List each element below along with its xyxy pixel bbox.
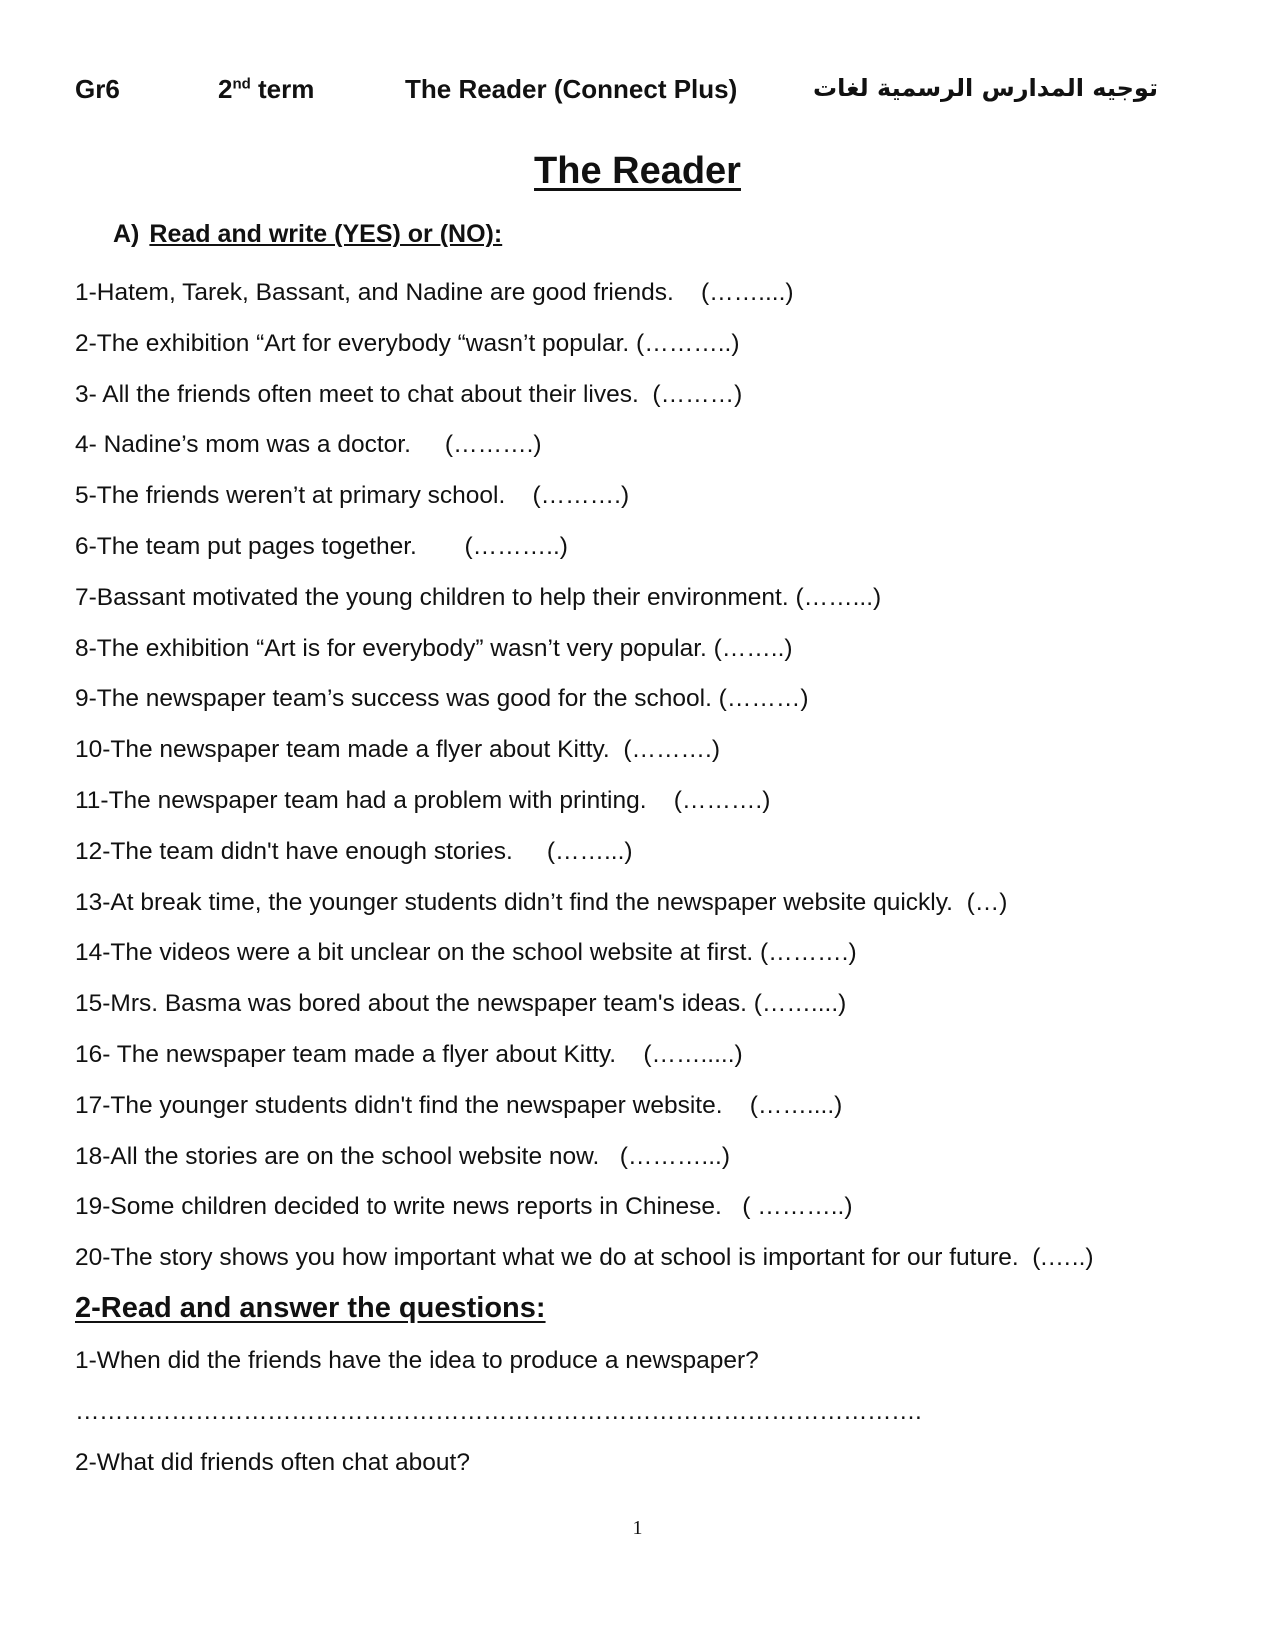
yes-no-item-7: 7-Bassant motivated the young children to help their environment. (……...) (75, 583, 882, 611)
yes-no-question-list (75, 268, 1245, 1284)
question-1: 1-When did the friends have the idea to produce a newspaper? (75, 1347, 759, 1374)
yes-no-item-15: 15-Mrs. Basma was bored about the newspaper team's ideas. (……....) (75, 990, 847, 1018)
yes-no-item-12: 12-The team didn't have enough stories. (……...) (75, 837, 633, 865)
grade-label: Gr6 (75, 74, 120, 104)
yes-no-item-13: 13-At break time, the younger students didn’t find the newspaper website quickly. (…) (75, 888, 1008, 916)
yes-no-item-11: 11-The newspaper team had a problem with printing. (……….) (75, 786, 771, 814)
question-2: 2-What did friends often chat about? (75, 1449, 470, 1476)
section-a-title: Read and write (YES) or (NO): (149, 220, 503, 248)
yes-no-item-4: 4- Nadine’s mom was a doctor. (……….) (75, 431, 542, 459)
yes-no-item-17: 17-The younger students didn't find the newspaper website. (……....) (75, 1091, 843, 1119)
yes-no-item-20: 20-The story shows you how important what we do at school is important for our future. (.…..) (75, 1244, 1094, 1272)
term-ordinal-suffix: nd (232, 75, 251, 93)
yes-no-item-5: 5-The friends weren’t at primary school. (……….) (75, 482, 630, 510)
yes-no-item-2: 2-The exhibition “Art for everybody “wasn’t popular. (………..) (75, 329, 740, 357)
authority-arabic-header: توجيه المدارس الرسمية لغات (812, 74, 1158, 102)
term-word: term (250, 74, 315, 104)
yes-no-item-3: 3- All the friends often meet to chat about their lives. (………) (75, 380, 743, 408)
section-a-marker: A) (113, 220, 140, 248)
answer-line-1: ……………………………………………………………………………………………. (75, 1398, 922, 1425)
page-title: The Reader (534, 150, 741, 192)
yes-no-item-6: 6-The team put pages together. (………..) (75, 532, 568, 560)
page-title-wrapper (0, 150, 1275, 193)
yes-no-item-14: 14-The videos were a bit unclear on the school website at first. (……….) (75, 939, 857, 967)
section-2-heading: 2-Read and answer the questions: (75, 1292, 546, 1324)
term-number: 2 (218, 74, 233, 104)
yes-no-item-16: 16- The newspaper team made a flyer about Kitty. (…….....) (75, 1040, 743, 1068)
yes-no-item-10: 10-The newspaper team made a flyer about Kitty. (……….) (75, 736, 720, 764)
yes-no-item-9: 9-The newspaper team’s success was good for the school. (………) (75, 685, 809, 713)
yes-no-item-19: 19-Some children decided to write news reports in Chinese. ( ………..) (75, 1193, 853, 1221)
page-number: 1 (632, 1517, 643, 1539)
term-label (218, 74, 314, 105)
section-a-heading (113, 220, 502, 249)
book-title-header: The Reader (Connect Plus) (405, 74, 738, 104)
yes-no-item-1: 1-Hatem, Tarek, Bassant, and Nadine are good friends. (……....) (75, 279, 794, 306)
yes-no-item-8: 8-The exhibition “Art is for everybody” wasn’t very popular. (……..) (75, 634, 793, 662)
yes-no-item-18: 18-All the stories are on the school website now. (………...) (75, 1142, 730, 1170)
